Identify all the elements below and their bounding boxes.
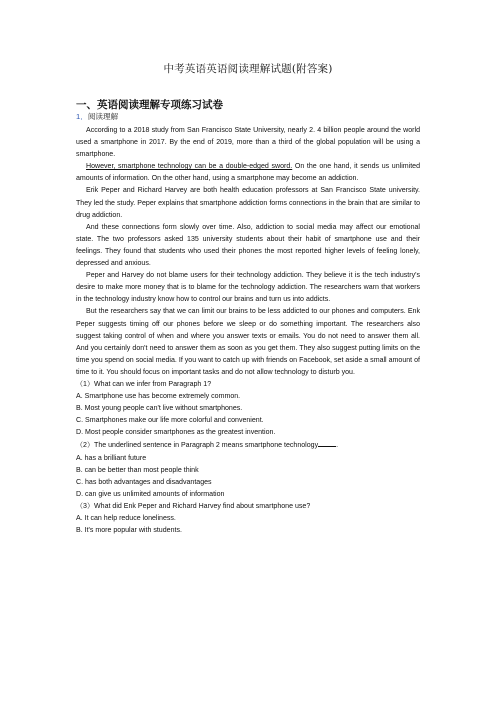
question-2-option-d: D. can give us unlimited amounts of information <box>76 490 225 498</box>
paragraph-1: According to a 2018 study from San Francisco State University, nearly 2. 4 billion people around the world used a smartphone in 2017. By the end of 2019, more than a third of the global population will be using a smartphone. <box>76 127 420 159</box>
question-3: （3）What did Enk Peper and Richard Harvey find about smartphone use? <box>76 502 311 510</box>
paragraph-2-rest: On the one hand, it sends us unlimited amounts of information. On the other hand, using a smartphone may become an addiction. <box>76 163 420 183</box>
underlined-sentence: However, smartphone technology can be a double-edged sword. <box>86 163 293 171</box>
question-2 <box>76 439 420 452</box>
question-1-option-b: B. Most young people can't live without smartphones. <box>76 405 243 413</box>
question-1-option-c: C. Smartphones make our life more colorful and convenient. <box>76 417 264 425</box>
subsection-label: 阅读理解 <box>87 112 119 121</box>
question-1-option-a: A. Smartphone use has become extremely common. <box>76 393 241 401</box>
question-1-option-d: D. Most people consider smartphones as the greatest invention. <box>76 429 276 437</box>
question-1: （1）What can we infer from Paragraph 1? <box>76 380 212 388</box>
paragraph-5: Peper and Harvey do not blame users for their technology addiction. They believe it is the tech industry's desire to make more money that is to blame for the technology addiction. The researchers warn that workers in the technology industry know how to control our brains and turn us into addicts. <box>76 272 420 304</box>
paragraph-2 <box>76 161 420 185</box>
question-3-option-b: B. It's more popular with students. <box>76 527 182 535</box>
page-title: 中考英语英语阅读理解试题(附答案) <box>163 63 333 75</box>
paragraph-4: And these connections form slowly over time. Also, addiction to social media may affect our emotional state. The two professors asked 135 university students about their habit of smartphone use and their feelings. They found that students who used their phones the most reported higher levels of feeling lonely, depressed and anxious. <box>76 223 420 268</box>
paragraph-3: Erik Peper and Richard Harvey are both health education professors at San Francisco State university. They led the study. Peper explains that smartphone addiction forms connections in the brain that are similar to drug addiction. <box>76 187 420 219</box>
question-2-end: . <box>336 442 339 450</box>
answer-blank <box>318 439 339 450</box>
question-2-option-a: A. has a brilliant future <box>76 454 147 462</box>
question-2-text: （2）The underlined sentence in Paragraph 2 means smartphone technology <box>76 442 319 450</box>
section-heading: 一、英语阅读理解专项练习试卷 <box>76 99 223 111</box>
subsection-heading <box>76 111 118 122</box>
subsection-number: 1． <box>76 112 88 121</box>
question-3-option-a: A. It can help reduce loneliness. <box>76 515 176 522</box>
reading-passage <box>76 125 420 537</box>
paragraph-6: But the researchers say that we can limit our brains to be less addicted to our phones and computers. Enk Peper suggests timing off our phones before we sleep or do something important. The researchers also suggest taking control of when and where you answer texts or emails. You do not need to answer them all. And you certainly don't need to answer them as soon as you get them. They also suggest putting limits on the time you spend on social media. If you want to catch up with friends on Facebook, set aside a small amount of time to it. You should focus on important tasks and do not allow technology to disturb you. <box>76 308 420 376</box>
question-2-option-c: C. has both advantages and disadvantages <box>76 478 212 486</box>
question-2-option-b: B. can be better than most people think <box>76 466 199 474</box>
